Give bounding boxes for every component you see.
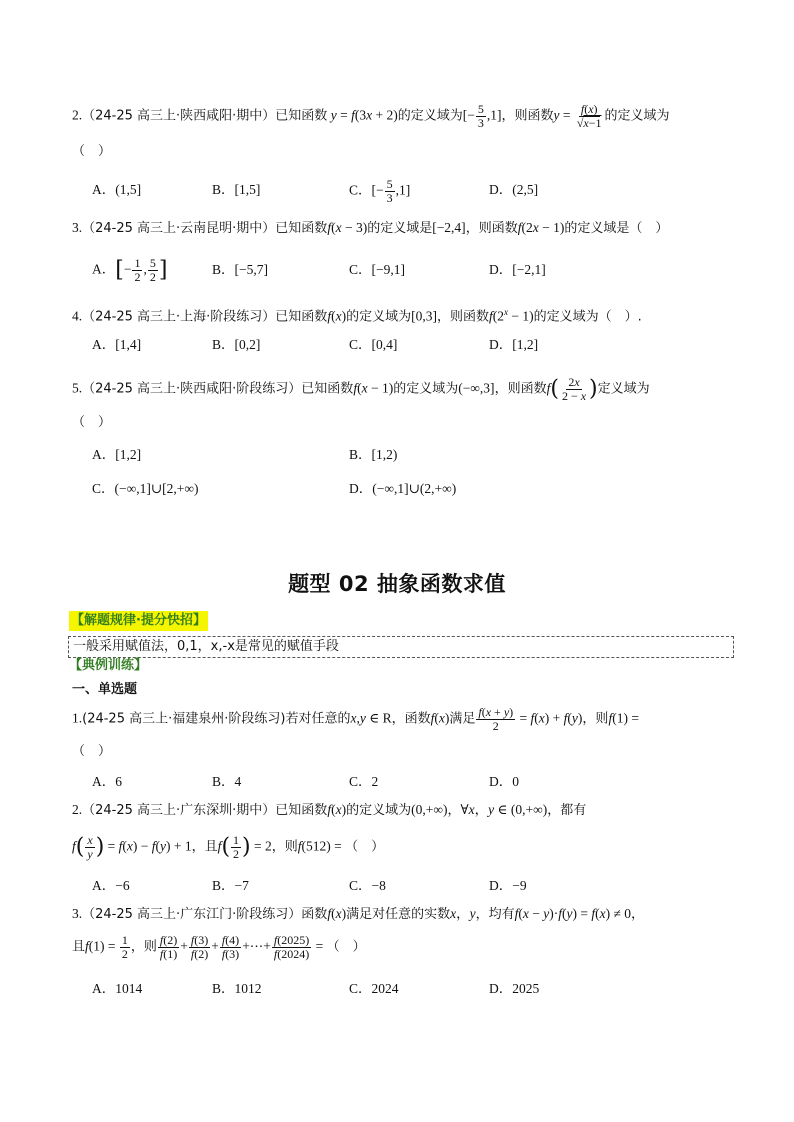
section-title: 题型 02 抽象函数求值 xyxy=(288,572,506,596)
question-number: 2. xyxy=(72,802,83,817)
question-4-domain: 4.（24-25 高三上·上海·阶段练习）已知函数f(x)的定义域为[0,3]，则函数$f(2^x - 1)$的定义域为（ ）. xyxy=(72,307,642,325)
math-fraction: $\frac{x}{y}$ xyxy=(87,833,93,861)
option-label: A． xyxy=(92,261,116,277)
question-number: 2. xyxy=(72,107,83,123)
question-number: 4. xyxy=(72,308,83,324)
answer-paren: （ ） xyxy=(72,744,112,759)
option-b[interactable]: B．1012 xyxy=(212,981,262,996)
option-d[interactable]: D．(2,5] xyxy=(489,182,539,197)
question-source: （24-25 高三上·上海·阶段练习）已知函数 xyxy=(82,309,328,325)
option-c[interactable]: C．[− $\frac{5}{3}$ ,1] xyxy=(349,177,411,205)
answer-paren: （ ） xyxy=(72,144,112,159)
question-text: ，则 xyxy=(130,939,157,955)
question-text: 的定义域为 xyxy=(393,381,459,397)
question-number: 3. xyxy=(72,906,83,921)
question-text: 的定义域是 xyxy=(367,221,433,236)
problem-3-line2: 且f(1) = $\frac{1}{2}$ ，则 $\frac{f(2)}{f(1)}$ + $\frac{f(3)}{f(2)}$ + $\frac{f(4)}{f(3)}$ +⋯+ $\frac{f(2025)}{f(2024)}$ = （ ） xyxy=(72,933,366,961)
option-a[interactable]: A．[1,4] xyxy=(92,337,142,352)
question-source: （24-25 高三上·广东深圳·期中）已知函数 xyxy=(82,803,328,818)
examples-tag: 【典例训练】 xyxy=(69,658,148,673)
math-fraction: $\frac{1}{2}$ xyxy=(121,933,128,961)
math-fraction: $\frac{5}{3}$ xyxy=(386,177,393,205)
option-a[interactable]: A．(1,5] xyxy=(92,182,142,197)
question-text: ，则函数 xyxy=(501,108,554,124)
option-d[interactable]: D．−9 xyxy=(489,878,527,893)
math-fraction: $\frac{5}{3}$ xyxy=(477,102,484,130)
question-text: 的定义域为 xyxy=(604,108,670,124)
math-fraction: $\frac{f(x + y)}{2}$ xyxy=(478,705,514,733)
question-source: （24-25 高三上·陕西咸阳·期中）已知函数 xyxy=(82,108,328,124)
question-text: 的定义域是（ ） xyxy=(564,221,669,236)
option-c[interactable]: C．[0,4] xyxy=(349,337,398,352)
math-fraction: $\frac{f(x)}{√x-1}$ xyxy=(576,102,602,130)
question-text: ，则 xyxy=(582,711,609,727)
question-text: 且 xyxy=(72,939,86,955)
option-d[interactable]: D．0 xyxy=(489,774,519,789)
question-text: ，都有 xyxy=(547,803,587,818)
question-text: ，且 xyxy=(191,839,218,855)
subsection-heading: 一、单选题 xyxy=(72,682,138,697)
option-c[interactable]: C．2 xyxy=(349,774,379,789)
problem-2-line2: f( $\frac{x}{y}$ ) = f(x) − f(y) + 1，且f( $\frac{1}{2}$ ) = 2，则f(512) = （ ） xyxy=(72,833,385,861)
question-text: 的定义域为（ ）. xyxy=(533,309,642,325)
question-5-domain: 5.（24-25 高三上·陕西咸阳·阶段练习）已知函数f(x − 1)的定义域为(−∞,3]，则函数f( $\frac{2x}{2 - x}$ )定义域为 xyxy=(72,375,650,403)
question-source: （24-25 高三上·广东江门·阶段练习）函数 xyxy=(82,907,328,922)
option-a[interactable]: A．6 xyxy=(92,774,122,789)
question-text: ， xyxy=(447,803,461,818)
question-text: 的定义域为 xyxy=(397,108,463,124)
option-b[interactable]: B．4 xyxy=(212,774,242,789)
option-b[interactable]: B．[0,2] xyxy=(212,337,261,352)
question-text: ，则函数 xyxy=(494,381,547,397)
answer-paren: （ ） xyxy=(345,839,385,855)
question-text: 的定义域为 xyxy=(346,309,412,325)
math-fraction: $\frac{f(2)}{f(1)}$ xyxy=(159,933,178,961)
question-text: ，则函数 xyxy=(436,309,489,325)
math-fraction: $\frac{5}{2}$ xyxy=(149,256,156,284)
question-number: 5. xyxy=(72,380,83,396)
rule-box: 一般采用赋值法，0,1，x,-x是常见的赋值手段 xyxy=(68,636,734,658)
option-d[interactable]: D．[1,2] xyxy=(489,337,539,352)
math-fraction: $\frac{f(2025)}{f(2024)}$ xyxy=(273,933,310,961)
math-expr: y xyxy=(330,107,337,123)
math-fraction: $\frac{1}{2}$ xyxy=(233,833,240,861)
option-a[interactable]: A．−6 xyxy=(92,878,130,893)
option-c[interactable]: C．[−9,1] xyxy=(349,262,405,277)
question-text: ，均有 xyxy=(475,907,515,922)
math-fraction: $\frac{f(3)}{f(2)}$ xyxy=(190,933,209,961)
question-text: 的定义域为 xyxy=(346,803,412,818)
tips-tag: 【解题规律·提分快招】 xyxy=(69,611,208,631)
question-text: ，则 xyxy=(271,839,298,855)
option-c[interactable]: C．2024 xyxy=(349,981,399,996)
question-text: ，函数 xyxy=(391,711,431,727)
question-text: 满足 xyxy=(449,711,476,727)
option-a[interactable]: A．[− $\frac{1}{2}$ , $\frac{5}{2}$ ] xyxy=(92,256,168,284)
question-number: 3. xyxy=(72,220,83,235)
problem-2: 2.（24-25 高三上·广东深圳·期中）已知函数f(x)的定义域为(0,+∞)，∀x，y ∈ (0,+∞)，都有 xyxy=(72,802,587,818)
option-label: C． xyxy=(349,182,372,198)
question-2-domain: 2.（24-25 高三上·陕西咸阳·期中）已知函数 y = f(3x + 2)的定义域为[− $\frac{5}{3}$ ,1]，则函数y = $\frac{f(x)}{√x-1}$ 的定义域为 xyxy=(72,102,670,130)
option-b[interactable]: B．[1,2) xyxy=(349,447,398,462)
math-fraction: $\frac{1}{2}$ xyxy=(134,256,141,284)
math-fraction: $\frac{f(4)}{f(3)}$ xyxy=(221,933,240,961)
answer-paren: （ ） xyxy=(326,939,366,955)
question-3-domain: 3.（24-25 高三上·云南昆明·期中）已知函数f(x − 3)的定义域是[−2,4]，则函数f(2x − 1)的定义域是（ ） xyxy=(72,220,669,236)
option-d[interactable]: D．2025 xyxy=(489,981,540,996)
option-c[interactable]: C．−8 xyxy=(349,878,386,893)
question-text: ，则函数 xyxy=(465,221,518,236)
option-d[interactable]: D．(−∞,1]∪(2,+∞) xyxy=(349,481,457,496)
question-source: (24-25 高三上·福建泉州·阶段练习)若对任意的 xyxy=(82,711,351,727)
question-text: 定义域为 xyxy=(597,381,650,397)
question-source: （24-25 高三上·陕西咸阳·阶段练习）已知函数 xyxy=(82,381,354,397)
problem-1: 1.(24-25 高三上·福建泉州·阶段练习)若对任意的x,y ∈ R，函数f(x)满足 $\frac{f(x + y)}{2}$ = f(x) + f(y)，则f(1) = xyxy=(72,705,639,733)
math-fraction: $\frac{2x}{2 - x}$ xyxy=(561,375,587,403)
question-source: （24-25 高三上·云南昆明·期中）已知函数 xyxy=(82,221,328,236)
question-number: 1. xyxy=(72,710,83,726)
option-b[interactable]: B．[1,5] xyxy=(212,182,261,197)
answer-paren: （ ） xyxy=(72,415,112,430)
problem-3: 3.（24-25 高三上·广东江门·阶段练习）函数f(x)满足对任意的实数x，y，均有f(x − y)·f(y) = f(x) ≠ 0， xyxy=(72,906,645,922)
option-b[interactable]: B．−7 xyxy=(212,878,249,893)
option-b[interactable]: B．[−5,7] xyxy=(212,262,268,277)
option-a[interactable]: A．1014 xyxy=(92,981,143,996)
option-a[interactable]: A．[1,2] xyxy=(92,447,142,462)
question-text: 满足对任意的实数 xyxy=(346,907,451,922)
option-c[interactable]: C．(−∞,1]∪[2,+∞) xyxy=(92,481,199,496)
option-d[interactable]: D．[−2,1] xyxy=(489,262,546,277)
